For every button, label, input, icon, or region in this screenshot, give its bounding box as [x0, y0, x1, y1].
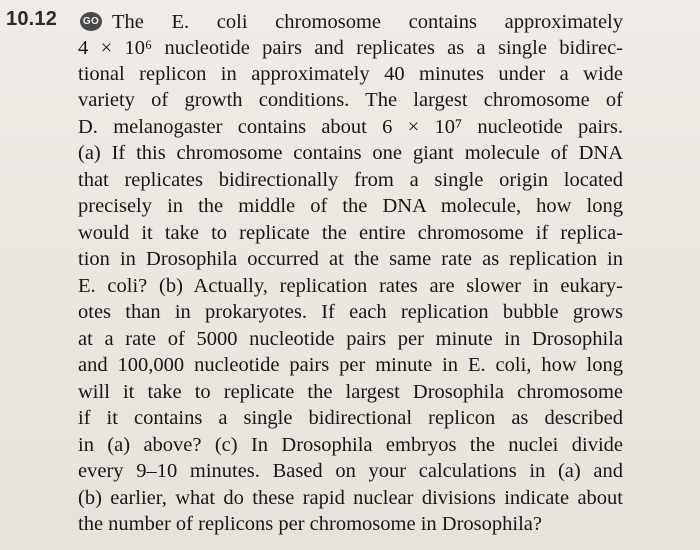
- problem-line: if it contains a single bidirectional replicon as described: [78, 407, 623, 429]
- problem-line: variety of growth conditions. The largest chromosome of: [78, 89, 623, 111]
- problem-line: precisely in the middle of the DNA molecule, how long: [78, 195, 623, 217]
- problem-line: The E. coli chromosome contains approximately: [112, 11, 623, 33]
- problem-line: tional replicon in approximately 40 minutes under a wide: [78, 63, 623, 85]
- problem-number: 10.12: [6, 8, 58, 30]
- problem-line: 4 × 10⁶ nucleotide pairs and replicates as a single bidirec-: [78, 37, 623, 59]
- problem-line: (a) If this chromosome contains one giant molecule of DNA: [78, 142, 623, 164]
- problem-line: the number of replicons per chromosome in Drosophila?: [78, 513, 542, 535]
- problem-line: tion in Drosophila occurred at the same rate as replication in: [78, 248, 623, 270]
- problem-line: every 9–10 minutes. Based on your calculations in (a) and: [78, 460, 623, 482]
- problem-line: D. melanogaster contains about 6 × 10⁷ nucleotide pairs.: [78, 116, 623, 138]
- problem-line: would it take to replicate the entire chromosome if replica-: [78, 222, 623, 244]
- problem-line: will it take to replicate the largest Drosophila chromosome: [78, 381, 623, 403]
- problem-line: otes than in prokaryotes. If each replication bubble grows: [78, 301, 623, 323]
- problem-line: in (a) above? (c) In Drosophila embryos the nuclei divide: [78, 434, 623, 456]
- problem-line: and 100,000 nucleotide pairs per minute in E. coli, how long: [78, 354, 623, 376]
- problem-line: that replicates bidirectionally from a single origin located: [78, 169, 623, 191]
- go-badge-icon: GO: [80, 12, 102, 31]
- problem-line: (b) earlier, what do these rapid nuclear divisions indicate about: [78, 487, 623, 509]
- problem-line: E. coli? (b) Actually, replication rates are slower in eukary-: [78, 275, 623, 297]
- problem-line: at a rate of 5000 nucleotide pairs per minute in Drosophila: [78, 328, 623, 350]
